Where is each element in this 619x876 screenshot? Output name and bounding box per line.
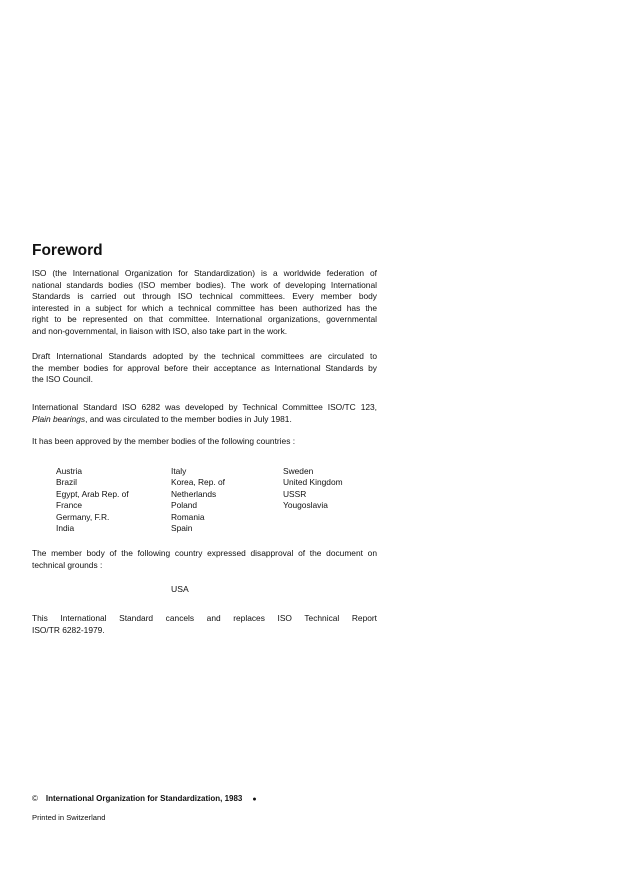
country: Italy bbox=[171, 466, 187, 476]
countries-column-3 bbox=[283, 466, 343, 512]
text-line: The member body of the following country expressed disapproval of the document on bbox=[32, 548, 377, 558]
printed-in: Printed in Switzerland bbox=[32, 813, 106, 822]
text-fragment: , and was circulated to the member bodies in July 1981. bbox=[85, 413, 292, 424]
country: Germany, F.R. bbox=[56, 511, 110, 522]
disapproval-paragraph bbox=[32, 548, 377, 571]
page-title: Foreword bbox=[32, 242, 103, 259]
country: India bbox=[56, 523, 75, 534]
country: USSR bbox=[283, 488, 307, 499]
country: Poland bbox=[171, 500, 198, 511]
text-line: International Standard ISO 6282 was developed by Technical Committee ISO/TC 123, bbox=[32, 402, 377, 412]
country: Romania bbox=[171, 511, 205, 522]
country: Austria bbox=[56, 466, 83, 476]
copyright-icon: © bbox=[32, 794, 38, 803]
country: Netherlands bbox=[171, 488, 217, 499]
text-line: the ISO Council. bbox=[32, 374, 93, 385]
text-line bbox=[32, 414, 377, 426]
bullet-icon: ● bbox=[252, 796, 257, 803]
text-line: and non-governmental, in liaison with ISO, also take part in the work. bbox=[32, 325, 288, 336]
text-line: national standards bodies (ISO member bodies). The work of developing International bbox=[32, 279, 377, 290]
text-line: It has been approved by the member bodies of the following countries : bbox=[32, 436, 296, 446]
committee-title: Plain bearings bbox=[32, 413, 86, 424]
draft-paragraph bbox=[32, 351, 377, 386]
intro-paragraph bbox=[32, 268, 377, 338]
country: Egypt, Arab Rep. of bbox=[56, 488, 129, 499]
text-line: This International Standard cancels and replaces ISO Technical Report bbox=[32, 613, 377, 623]
country: Korea, Rep. of bbox=[171, 477, 226, 488]
text-line: Draft International Standards adopted by the technical committees are circulated to bbox=[32, 351, 377, 361]
country: Spain bbox=[171, 523, 193, 534]
text-line: right to be represented on that committee. International organizations, governmental bbox=[32, 314, 377, 325]
country: France bbox=[56, 500, 83, 511]
country: United Kingdom bbox=[283, 477, 343, 488]
approval-paragraph bbox=[32, 436, 377, 448]
text-line: ISO (the International Organization for Standardization) is a worldwide federation of bbox=[32, 268, 377, 278]
text-line: ISO/TR 6282-1979. bbox=[32, 624, 105, 635]
text-line: Standards is carried out through ISO technical committees. Every member body bbox=[32, 291, 377, 302]
copyright-text: International Organization for Standardization, 1983 bbox=[45, 794, 243, 803]
country: Brazil bbox=[56, 477, 77, 488]
cancels-paragraph bbox=[32, 613, 377, 636]
country: Sweden bbox=[283, 466, 314, 476]
country: Yougoslavia bbox=[283, 500, 328, 511]
text-line: the member bodies for approval before their acceptance as International Standards by bbox=[32, 362, 377, 373]
countries-column-1 bbox=[56, 466, 129, 534]
text-line: interested in a subject for which a technical committee has been authorized has the bbox=[32, 302, 377, 313]
countries-column-2 bbox=[171, 466, 225, 534]
text-line: technical grounds : bbox=[32, 559, 103, 570]
copyright-line bbox=[32, 794, 257, 803]
development-paragraph bbox=[32, 402, 377, 425]
disapproving-country: USA bbox=[171, 584, 189, 594]
